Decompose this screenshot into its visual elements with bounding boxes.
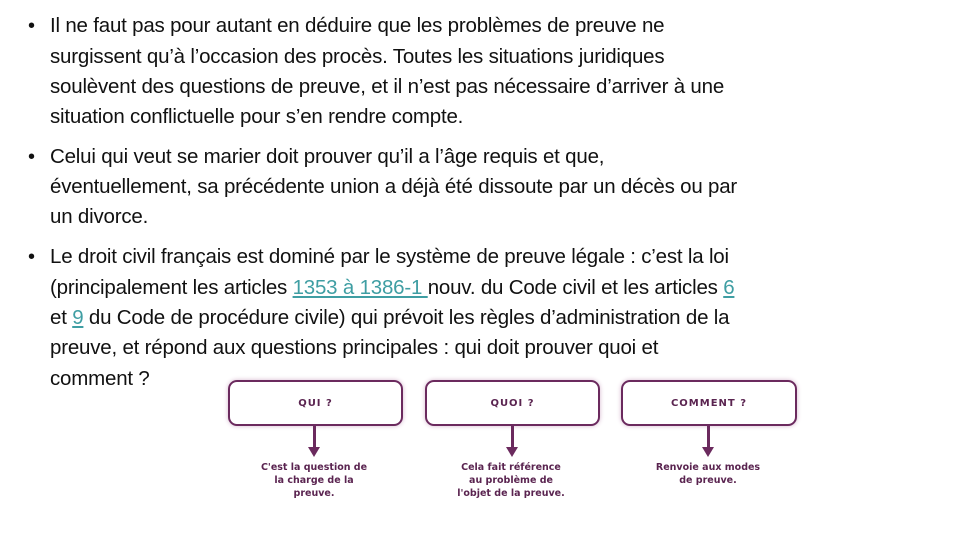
paragraph-line (50, 273, 734, 303)
paragraph-line: soulèvent des questions de preuve, et il n’est pas nécessaire d’arriver à une (50, 75, 725, 98)
arrow-head-icon (702, 447, 714, 457)
diagram-caption (618, 461, 798, 487)
diagram-caption (421, 461, 601, 500)
link-articles-1353-1386[interactable]: 1353 à 1386-1 (292, 276, 428, 299)
caption-line: C'est la question de (260, 462, 368, 473)
text: nouv. du Code civil et les articles (427, 276, 724, 299)
paragraph-line: comment ? (50, 367, 150, 390)
diagram-box-qui: QUI ? (228, 380, 403, 426)
caption-line: preuve. (293, 488, 335, 499)
arrow-down-icon (511, 425, 514, 449)
text: et (50, 306, 73, 329)
arrow-head-icon (506, 447, 518, 457)
text: (principalement les articles (50, 276, 293, 299)
arrow-down-icon (313, 425, 316, 449)
caption-line: Cela fait référence (461, 462, 561, 473)
caption-line: la charge de la (274, 475, 354, 486)
paragraph-line (50, 303, 729, 333)
link-article-9[interactable]: 9 (72, 306, 84, 329)
caption-line: Renvoie aux modes (655, 462, 761, 473)
paragraph-line: preuve, et répond aux questions principales : qui doit prouver quoi et (50, 336, 659, 359)
arrow-head-icon (308, 447, 320, 457)
bullet-icon: • (28, 246, 36, 268)
text: du Code de procédure civile) qui prévoit les règles d’administration de la (83, 306, 730, 329)
caption-line: au problème de (469, 475, 553, 486)
diagram-box-quoi: QUOI ? (425, 380, 600, 426)
paragraph-line: éventuellement, sa précédente union a déjà été dissoute par un décès ou par (50, 175, 738, 198)
link-article-6[interactable]: 6 (723, 276, 735, 299)
paragraph-line: situation conflictuelle pour s’en rendre compte. (50, 105, 464, 128)
paragraph-line: un divorce. (50, 205, 149, 228)
bullet-icon: • (28, 15, 36, 37)
diagram-caption (224, 461, 404, 500)
paragraph-line: Celui qui veut se marier doit prouver qu’il a l’âge requis et que, (50, 145, 605, 168)
paragraph-line: Il ne faut pas pour autant en déduire que les problèmes de preuve ne (50, 14, 665, 37)
caption-line: de preuve. (679, 475, 737, 486)
caption-line: l'objet de la preuve. (457, 488, 565, 499)
bullet-icon: • (28, 146, 36, 168)
arrow-down-icon (707, 425, 710, 449)
paragraph-line: Le droit civil français est dominé par le système de preuve légale : c’est la loi (50, 245, 729, 268)
diagram-box-comment: COMMENT ? (621, 380, 797, 426)
paragraph-line: surgissent qu’à l’occasion des procès. Toutes les situations juridiques (50, 45, 665, 68)
